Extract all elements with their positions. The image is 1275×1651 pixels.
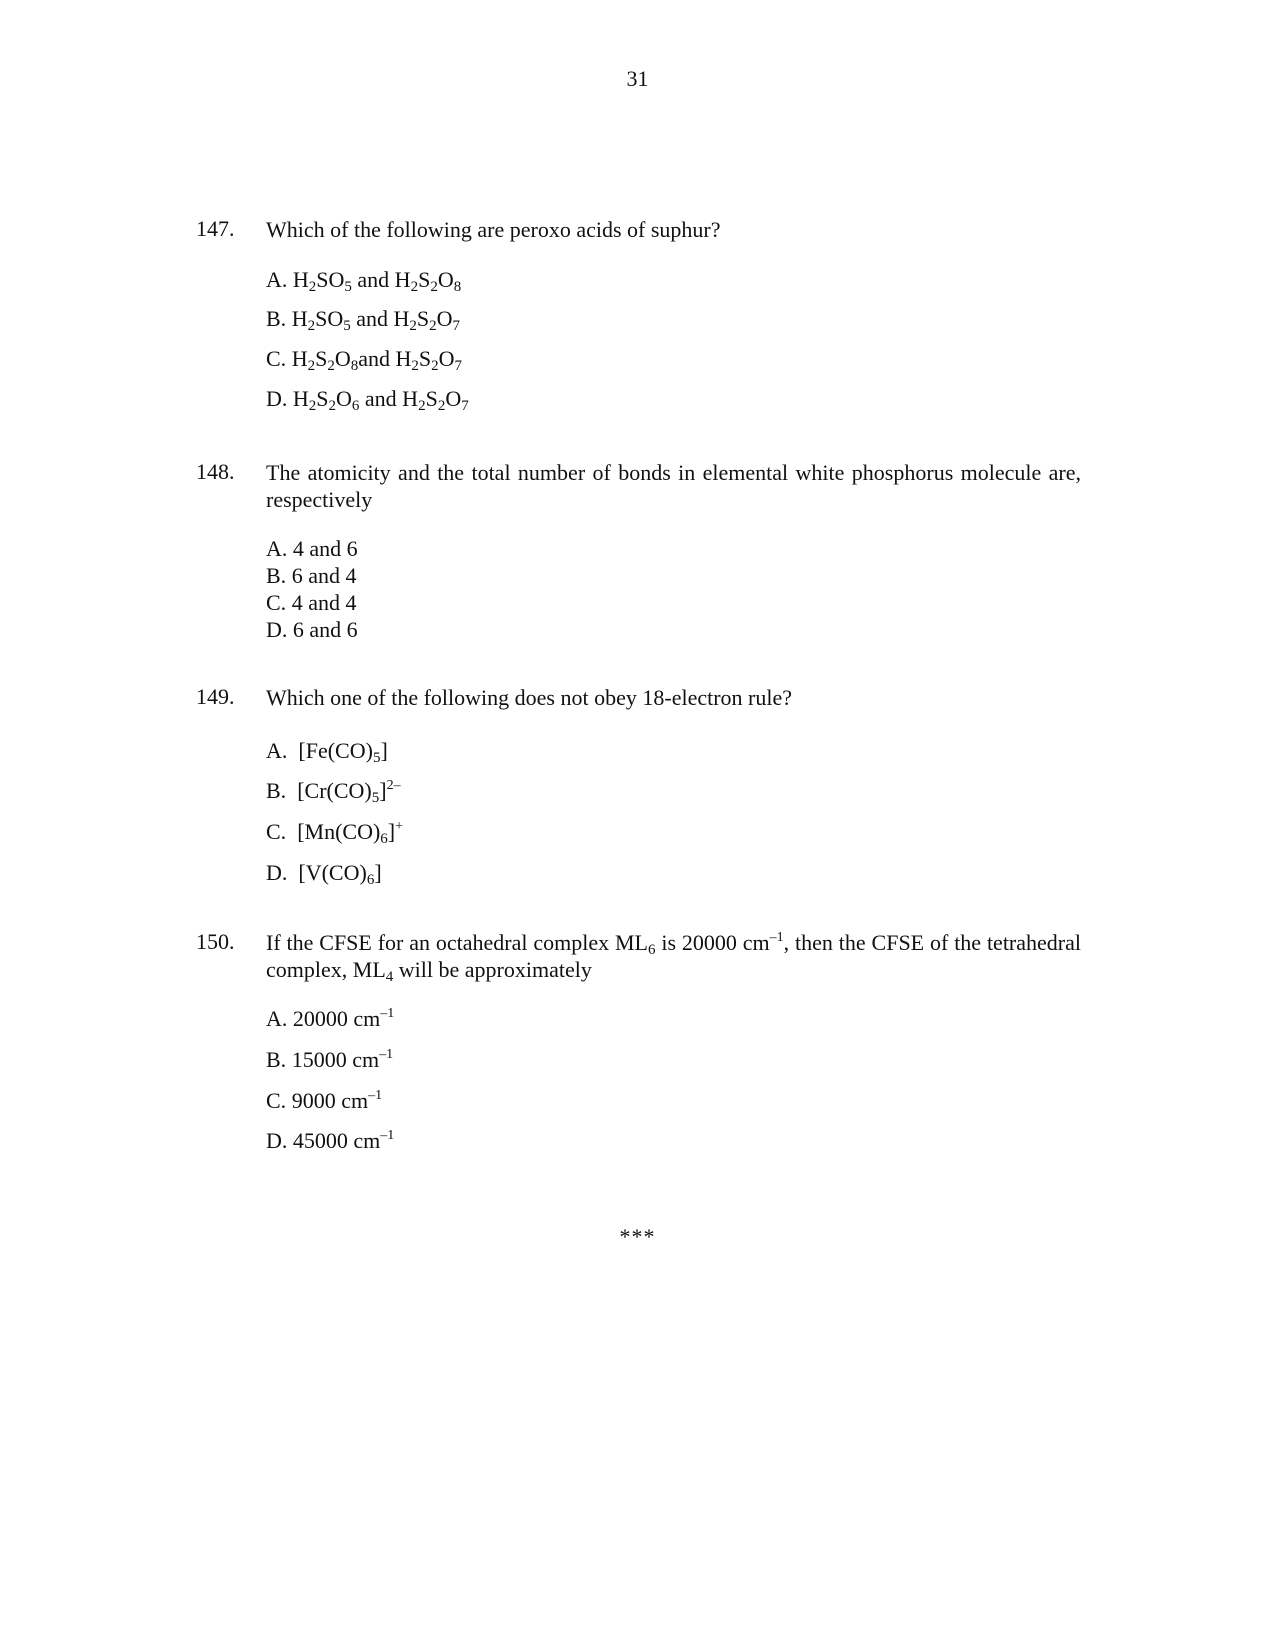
question-149: [196, 684, 1081, 888]
option-a: [266, 738, 388, 764]
option-text: $[Mn(CO)_6]^+$: [297, 819, 404, 847]
option-text: $[Fe(CO)_5]$: [298, 738, 388, 766]
option-text: $H_2SO_5$ and $H_2S_2O_7$: [291, 306, 460, 334]
option-text: $H_2S_2O_6$ and $H_2S_2O_7$: [292, 386, 469, 414]
question-147: [196, 216, 1081, 414]
question-150: [196, 929, 1081, 1153]
option-label: C.: [266, 590, 292, 615]
option-text: 45000 $cm^{-1}$: [292, 1128, 395, 1153]
option-text: 4 and 4: [291, 590, 357, 615]
option-label: A.: [266, 738, 299, 763]
option-d: [266, 1128, 394, 1154]
question-number: 147.: [196, 216, 235, 241]
option-b: [266, 563, 356, 589]
option-c: [266, 590, 356, 616]
option-a: [266, 536, 358, 562]
page-number: 31: [626, 66, 649, 91]
option-b: [266, 1047, 393, 1073]
option-label: B.: [266, 563, 292, 588]
option-d: [266, 617, 358, 643]
question-text: Which one of the following does not obey 18-electron rule?: [266, 685, 793, 710]
option-label: D.: [266, 386, 293, 411]
option-text: $H_2SO_5$ and $H_2S_2O_8$: [292, 267, 462, 295]
option-label: B.: [266, 778, 298, 803]
option-label: A.: [266, 536, 293, 561]
option-label: C.: [266, 1088, 292, 1113]
option-text: 9000 $cm^{-1}$: [291, 1088, 383, 1113]
question-number: 149.: [196, 684, 235, 709]
option-text: 6 and 4: [291, 563, 357, 588]
option-text: 15000 $cm^{-1}$: [291, 1047, 394, 1072]
question-text: Which of the following are peroxo acids of suphur?: [266, 217, 721, 242]
option-c: [266, 1088, 382, 1114]
end-mark: ***: [619, 1224, 656, 1249]
option-label: B.: [266, 1047, 292, 1072]
option-c: [266, 819, 403, 845]
option-d: [266, 386, 469, 412]
option-b: [266, 778, 401, 804]
option-label: D.: [266, 1128, 293, 1153]
option-label: A.: [266, 267, 293, 292]
option-text: 20000 $cm^{-1}$: [292, 1006, 395, 1031]
question-number: 150.: [196, 929, 235, 954]
option-label: B.: [266, 306, 292, 331]
option-text: 4 and 6: [292, 536, 358, 561]
option-b: [266, 306, 460, 332]
question-text: If the CFSE for an octahedral complex $ML_6$ is 20000 $cm^{-1}$, then the CFSE of the tetrahedral complex, $ML_4$ will be approximately: [266, 930, 1081, 985]
option-a: [266, 1006, 394, 1032]
question-number: 148.: [196, 459, 235, 484]
option-label: C.: [266, 346, 292, 371]
option-text: 6 and 6: [292, 617, 358, 642]
option-label: D.: [266, 617, 293, 642]
option-a: [266, 267, 461, 293]
question-148: [196, 459, 1081, 642]
option-label: D.: [266, 860, 299, 885]
option-label: A.: [266, 1006, 293, 1031]
option-c: [266, 346, 462, 372]
question-text: The atomicity and the total number of bonds in elemental white phosphorus molecule are, respectively: [266, 460, 1081, 512]
option-text: $[V(CO)_6]$: [298, 860, 382, 888]
option-label: C.: [266, 819, 298, 844]
option-d: [266, 860, 382, 886]
option-text: $H_2S_2O_8and$ $H_2S_2O_7$: [291, 346, 463, 374]
option-text: $[Cr(CO)_5]^{2-}$: [297, 778, 401, 806]
